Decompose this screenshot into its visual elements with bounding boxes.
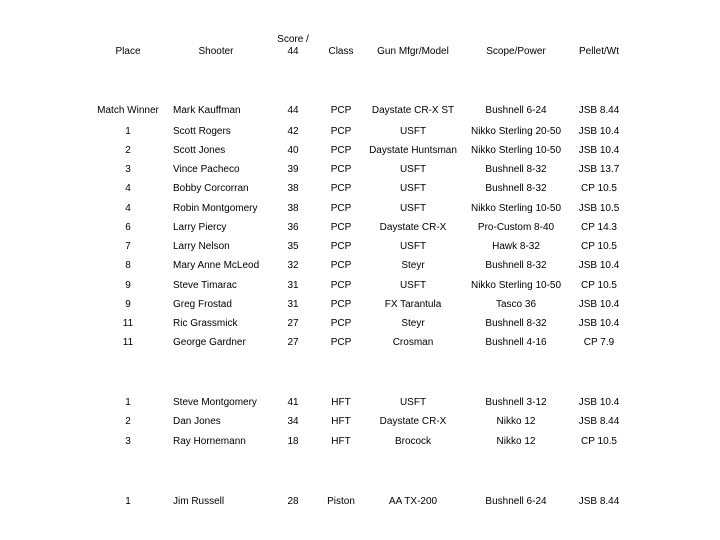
cell-place: 9 [125,280,131,291]
cell-place: 6 [125,222,131,233]
cell-pellet: JSB 8.44 [578,105,620,116]
header-pellet: Pellet/Wt [578,46,620,57]
cell-class: PCP [330,164,352,175]
cell-pellet: CP 10.5 [581,183,617,194]
cell-shooter: Bobby Corcorran [173,183,249,194]
cell-gun: USFT [399,280,427,291]
cell-score: 38 [287,183,299,194]
cell-place: 1 [125,126,131,137]
cell-shooter: Dan Jones [173,416,221,427]
cell-scope: Nikko Sterling 10-50 [470,280,562,291]
cell-shooter: Jim Russell [173,496,225,507]
cell-shooter: Greg Frostad [173,299,232,310]
cell-class: PCP [330,337,352,348]
cell-pellet: JSB 10.4 [578,299,620,310]
cell-score: 44 [287,105,299,116]
cell-class: Piston [327,496,355,507]
cell-gun: Daystate CR-X ST [371,105,455,116]
cell-pellet: CP 10.5 [581,436,617,447]
cell-shooter: Steve Montgomery [173,397,257,408]
cell-gun: USFT [399,241,427,252]
cell-shooter: Mary Anne McLeod [173,260,260,271]
cell-place: 2 [125,416,131,427]
cell-pellet: JSB 10.4 [578,145,620,156]
cell-score: 34 [287,416,299,427]
cell-place: 7 [125,241,131,252]
cell-class: PCP [330,318,352,329]
cell-gun: USFT [399,126,427,137]
cell-scope: Tasco 36 [495,299,537,310]
cell-shooter: Steve Timarac [173,280,237,291]
header-score-line1: Score / [277,34,309,45]
header-class: Class [328,46,354,57]
header-place: Place [115,46,141,57]
cell-score: 27 [287,337,299,348]
cell-pellet: JSB 8.44 [578,416,620,427]
cell-class: PCP [330,203,352,214]
cell-score: 31 [287,299,299,310]
cell-class: PCP [330,241,352,252]
cell-shooter: Mark Kauffman [173,105,241,116]
cell-scope: Nikko Sterling 20-50 [470,126,562,137]
cell-pellet: JSB 10.4 [578,397,620,408]
cell-class: PCP [330,280,352,291]
cell-pellet: CP 7.9 [583,337,615,348]
cell-score: 39 [287,164,299,175]
cell-place: 8 [125,260,131,271]
cell-shooter: George Gardner [173,337,246,348]
cell-place: 4 [125,183,131,194]
cell-score: 27 [287,318,299,329]
cell-place: 4 [125,203,131,214]
cell-shooter: Ray Hornemann [173,436,246,447]
cell-score: 31 [287,280,299,291]
cell-gun: FX Tarantula [384,299,442,310]
cell-shooter: Larry Piercy [173,222,227,233]
cell-scope: Nikko 12 [496,436,536,447]
cell-scope: Bushnell 6-24 [485,105,547,116]
header-score [277,34,309,58]
cell-scope: Bushnell 3-12 [485,397,547,408]
cell-scope: Bushnell 4-16 [485,337,547,348]
header-score-line2: 44 [287,46,299,57]
header-shooter: Shooter [198,46,234,57]
cell-score: 42 [287,126,299,137]
cell-score: 18 [287,436,299,447]
cell-class: PCP [330,105,352,116]
cell-place: 11 [122,337,134,348]
cell-place: 11 [122,318,134,329]
cell-gun: Steyr [401,260,425,271]
cell-place: 3 [125,164,131,175]
cell-scope: Bushnell 8-32 [485,183,547,194]
cell-pellet: JSB 10.4 [578,260,620,271]
cell-scope: Bushnell 8-32 [485,164,547,175]
cell-shooter: Vince Pacheco [173,164,240,175]
cell-place: Match Winner [97,105,159,116]
cell-gun: USFT [399,164,427,175]
cell-class: PCP [330,126,352,137]
cell-score: 32 [287,260,299,271]
cell-gun: Brocock [394,436,432,447]
cell-score: 41 [287,397,299,408]
cell-gun: Crosman [392,337,434,348]
cell-place: 9 [125,299,131,310]
cell-scope: Bushnell 6-24 [485,496,547,507]
cell-class: PCP [330,222,352,233]
cell-scope: Nikko Sterling 10-50 [470,203,562,214]
cell-score: 36 [287,222,299,233]
cell-place: 3 [125,436,131,447]
cell-shooter: Ric Grassmick [173,318,238,329]
cell-pellet: CP 10.5 [581,241,617,252]
cell-pellet: CP 14.3 [581,222,617,233]
cell-class: PCP [330,260,352,271]
cell-place: 1 [125,496,131,507]
cell-scope: Pro-Custom 8-40 [477,222,555,233]
cell-gun: Steyr [401,318,425,329]
cell-gun: Daystate Huntsman [369,145,457,156]
cell-gun: Daystate CR-X [379,222,447,233]
cell-gun: USFT [399,397,427,408]
cell-shooter: Robin Montgomery [173,203,258,214]
cell-shooter: Larry Nelson [173,241,230,252]
cell-place: 2 [125,145,131,156]
cell-pellet: JSB 10.4 [578,318,620,329]
header-scope: Scope/Power [486,46,546,57]
cell-scope: Hawk 8-32 [492,241,540,252]
cell-pellet: CP 10.5 [581,280,617,291]
cell-shooter: Scott Rogers [173,126,231,137]
cell-pellet: JSB 10.4 [578,126,620,137]
cell-score: 40 [287,145,299,156]
header-gun: Gun Mfgr/Model [377,46,449,57]
cell-shooter: Scott Jones [173,145,226,156]
cell-gun: AA TX-200 [388,496,438,507]
cell-class: HFT [331,397,351,408]
cell-class: PCP [330,299,352,310]
cell-class: HFT [331,436,351,447]
cell-score: 28 [287,496,299,507]
cell-gun: USFT [399,183,427,194]
cell-scope: Nikko Sterling 10-50 [470,145,562,156]
cell-class: PCP [330,145,352,156]
cell-class: HFT [331,416,351,427]
cell-gun: Daystate CR-X [379,416,447,427]
cell-gun: USFT [399,203,427,214]
cell-place: 1 [125,397,131,408]
cell-pellet: JSB 10.5 [578,203,620,214]
cell-scope: Nikko 12 [496,416,536,427]
cell-pellet: JSB 8.44 [578,496,620,507]
cell-scope: Bushnell 8-32 [485,318,547,329]
cell-score: 35 [287,241,299,252]
cell-scope: Bushnell 8-32 [485,260,547,271]
cell-class: PCP [330,183,352,194]
cell-score: 38 [287,203,299,214]
cell-pellet: JSB 13.7 [578,164,620,175]
